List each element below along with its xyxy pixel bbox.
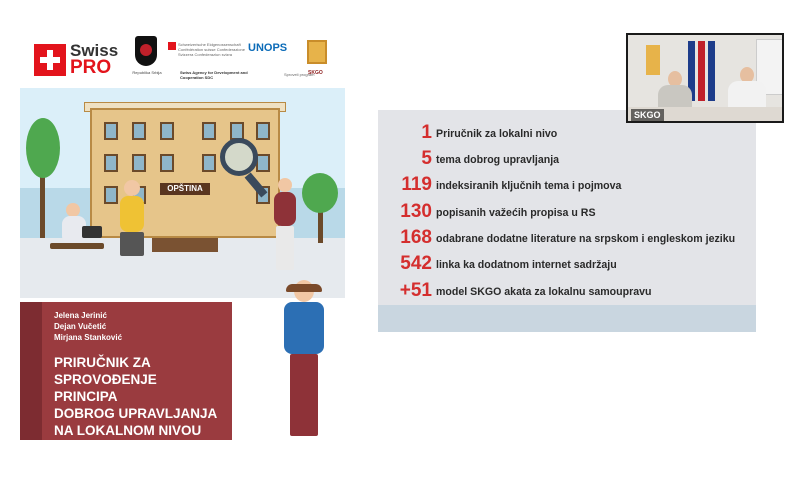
- author-name: Jelena Jerinić: [54, 311, 107, 320]
- building-window: [104, 122, 118, 140]
- stat-description: model SKGO akata za lokalnu samoupravu: [436, 286, 652, 298]
- building-steps: [152, 238, 218, 252]
- person-head: [124, 180, 140, 196]
- flag-icon: [708, 41, 715, 101]
- man-legs: [276, 226, 294, 270]
- man-with-magnifier: [274, 192, 296, 226]
- man-shirt: [284, 302, 324, 354]
- laptop-icon: [82, 226, 102, 238]
- standing-woman: [120, 196, 144, 232]
- participant-left: [658, 85, 692, 109]
- stat-number: 5: [421, 148, 432, 169]
- stat-row: [378, 201, 756, 225]
- webcam-label: SKGO: [631, 109, 664, 121]
- book-title-line: NA LOKALNOM NIVOU: [54, 423, 202, 438]
- stat-row: [378, 253, 756, 277]
- cover-title-box: [20, 302, 232, 440]
- stat-number: 168: [400, 227, 432, 248]
- magnifier-icon: [220, 138, 258, 176]
- swiss-cross-icon: [34, 44, 66, 76]
- person-head: [278, 178, 292, 192]
- panel-wave-decoration: [378, 305, 756, 332]
- book-cover: [20, 30, 345, 440]
- stat-number: 119: [401, 174, 432, 195]
- book-title-line: SPROVOĐENJE PRINCIPA: [54, 372, 157, 404]
- confederation-text: Schweizerische Eidgenossenschaft Confédération suisse Confederazione Svizzera Confederaziun svizra: [178, 42, 245, 57]
- building-window: [160, 154, 174, 172]
- swisspro-logo: [70, 42, 118, 76]
- building-window: [256, 154, 270, 172]
- logo-bar: [20, 30, 345, 88]
- confederation-cross-icon: [168, 42, 176, 50]
- building-window: [132, 122, 146, 140]
- logo-pro-text: PRO: [70, 57, 112, 78]
- flag-icon: [698, 41, 705, 101]
- building-sign: OPŠTINA: [160, 183, 210, 195]
- man-trousers: [290, 354, 318, 436]
- participant-right: [728, 81, 766, 109]
- skgo-logo-icon: [307, 40, 327, 64]
- stat-number: 130: [400, 201, 432, 222]
- tree-icon: [302, 173, 338, 213]
- statistics-panel: [378, 110, 756, 332]
- skgo-banner-icon: [646, 45, 660, 75]
- unops-logo: UNOPS: [248, 42, 288, 54]
- tree-trunk: [40, 168, 45, 238]
- sponsor-label: Sproveli program: [284, 72, 315, 77]
- cover-spine: [20, 302, 42, 440]
- building-window: [160, 122, 174, 140]
- webcam-thumbnail[interactable]: [626, 33, 784, 123]
- author-name: Mirjana Stanković: [54, 333, 123, 342]
- bench: [50, 243, 104, 249]
- crest-label: Republika Srbija: [132, 70, 162, 75]
- stat-number: 1: [421, 122, 432, 143]
- stat-number: 542: [400, 253, 432, 274]
- stat-row: [378, 174, 756, 198]
- stat-description: indeksiranih ključnih tema i pojmova: [436, 180, 622, 192]
- book-title-line: DOBROG UPRAVLJANJA: [54, 406, 218, 421]
- building-window: [104, 154, 118, 172]
- stat-description: popisanih važećih propisa u RS: [436, 207, 596, 219]
- building-window: [256, 122, 270, 140]
- stat-description: tema dobrog upravljanja: [436, 154, 560, 166]
- book-title: [54, 354, 224, 439]
- stat-description: linka ka dodatnom internet sadržaju: [436, 259, 617, 271]
- building-window: [132, 154, 146, 172]
- stat-row: [378, 148, 756, 172]
- stat-description: Priručnik za lokalni nivo: [436, 128, 558, 140]
- building-window: [104, 186, 118, 204]
- stat-number: +51: [399, 280, 432, 301]
- building-window: [202, 154, 216, 172]
- author-name: Dejan Vučetić: [54, 322, 107, 331]
- standing-woman-skirt: [120, 232, 144, 256]
- stat-description: odabrane dodatne literature na srpskom i engleskom jeziku: [436, 233, 736, 245]
- logo-swiss-text: Swiss: [70, 41, 119, 60]
- person-head: [66, 203, 80, 217]
- serbia-crest-icon: [135, 36, 157, 66]
- stat-row: [378, 227, 756, 251]
- book-title-line: PRIRUČNIK ZA: [54, 355, 151, 370]
- sdc-text: Swiss Agency for Development and Cooperation SDC: [180, 70, 248, 80]
- tree-icon: [26, 118, 60, 178]
- authors-list: [54, 310, 122, 343]
- stat-row: [378, 280, 756, 304]
- stat-row: [378, 122, 756, 146]
- building-window: [202, 122, 216, 140]
- cover-illustration: [20, 88, 345, 298]
- skgo-logo-text: SKGO: [308, 70, 323, 76]
- man-hair: [286, 284, 322, 292]
